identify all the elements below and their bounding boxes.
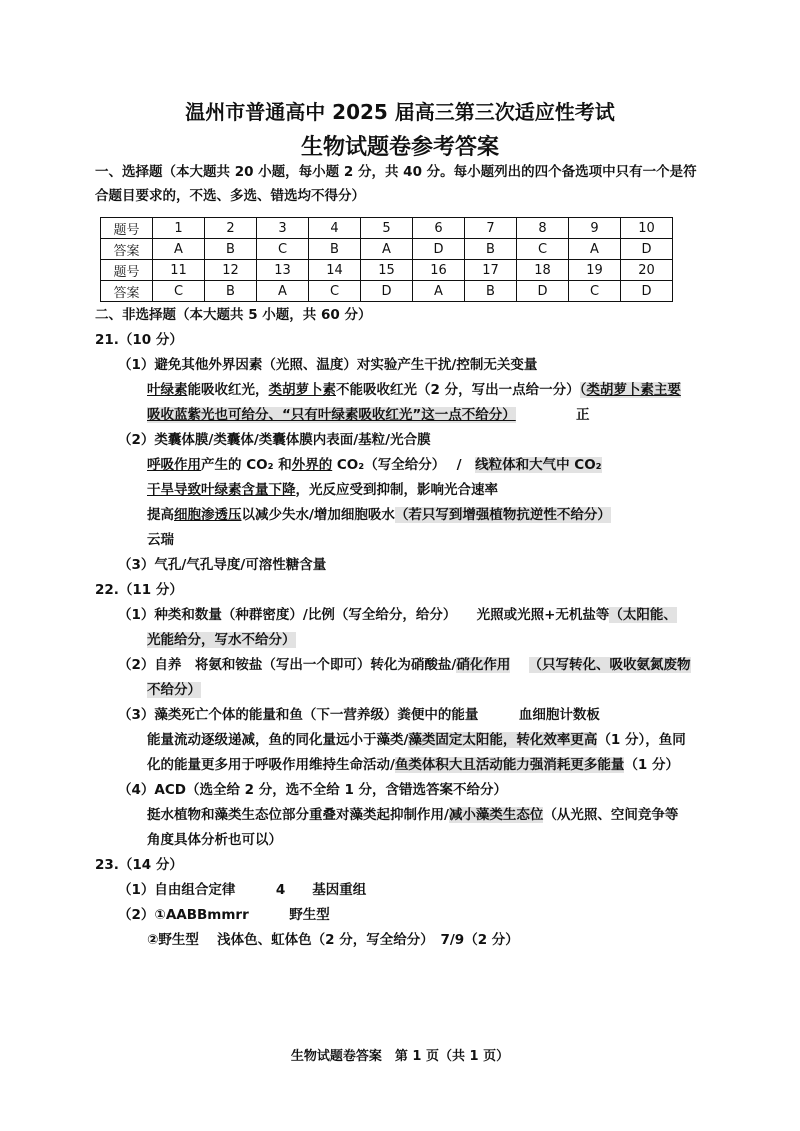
text-segment: 角度具体分析也可以） — [147, 832, 282, 848]
highlighted-text: （太阳能、 — [609, 607, 677, 623]
text-segment: 能量流动逐级递减，鱼的同化量远小于藻类/ — [147, 732, 409, 748]
text-segment: 21.（10 分） — [95, 332, 183, 348]
table-cell: C — [309, 281, 361, 302]
table-cell: 15 — [361, 260, 413, 281]
answer-22-2-line2 — [147, 680, 201, 700]
question-21-heading — [95, 330, 183, 350]
table-cell: B — [309, 239, 361, 260]
text-segment: 以减少失水/增加细胞吸水 — [241, 507, 395, 523]
text-segment: （2）自养 将氨和铵盐（写出一个即可）转化为硝酸盐/ — [118, 657, 457, 673]
answer-21-1 — [118, 355, 537, 375]
table-cell: 10 — [621, 218, 673, 239]
answer-21-2-line5 — [147, 530, 174, 550]
highlighted-text: （若只写到增强植物抗逆性不给分） — [394, 507, 611, 523]
text-segment: 不能吸收红光（2 分，写出一点给一分） — [336, 382, 580, 398]
text-segment: （1）自由组合定律 4 基因重组 — [118, 882, 367, 898]
text-segment: 22.（11 分） — [95, 582, 183, 598]
table-cell: D — [621, 281, 673, 302]
answer-22-3-line2 — [147, 730, 686, 750]
text-segment: （1 分），鱼同 — [597, 732, 686, 748]
text-segment: 化的能量更多用于呼吸作用维持生命活动/ — [147, 757, 395, 773]
document-title: 温州市普通高中 2025 届高三第三次适应性考试 — [185, 100, 615, 124]
text-segment: （3）藻类死亡个体的能量和鱼（下一营养级）粪便中的能量 血细胞计数板 — [118, 707, 600, 723]
section1-instructions — [95, 162, 697, 182]
table-cell: A — [153, 239, 205, 260]
table-cell: 13 — [257, 260, 309, 281]
text-segment: ②野生型 浅体色、虹体色（2 分，写全给分） 7/9（2 分） — [147, 932, 519, 948]
highlighted-text: 不给分） — [147, 682, 201, 698]
table-cell: B — [205, 239, 257, 260]
table-cell: B — [465, 281, 517, 302]
row-header-cell: 题号 — [101, 218, 153, 239]
answer-23-2 — [118, 905, 330, 925]
text-segment — [510, 657, 528, 673]
table-cell: C — [517, 239, 569, 260]
answer-22-3-line3 — [147, 755, 679, 775]
text-segment: 提高 — [147, 507, 174, 523]
question-23-heading — [95, 855, 183, 875]
row-header-cell: 题号 — [101, 260, 153, 281]
answer-21-2-line3 — [147, 480, 498, 500]
table-cell: D — [621, 239, 673, 260]
answer-21-2-line4 — [147, 505, 611, 525]
answer-22-4 — [118, 780, 507, 800]
table-cell: 18 — [517, 260, 569, 281]
table-cell: B — [205, 281, 257, 302]
table-cell: D — [517, 281, 569, 302]
highlighted-text: 线粒体和大气中 CO₂ — [475, 457, 602, 473]
text-segment: 云瑞 — [147, 532, 174, 548]
table-cell: A — [257, 281, 309, 302]
table-cell: 9 — [569, 218, 621, 239]
table-row — [101, 281, 673, 302]
answer-22-4-line2 — [147, 805, 678, 825]
text-segment: （4）ACD（选全给 2 分，选不全给 1 分，含错选答案不给分） — [118, 782, 508, 798]
text-segment: 23.（14 分） — [95, 857, 183, 873]
document-subtitle: 生物试题卷参考答案 — [300, 135, 499, 160]
table-cell: D — [413, 239, 465, 260]
section1-instructions-cont — [95, 186, 365, 206]
answer-21-1-line2 — [147, 380, 681, 400]
table-cell: A — [569, 239, 621, 260]
text-segment: （2）①AABBmmrr 野生型 — [118, 907, 330, 923]
text-segment: 产生的 CO₂ 和 — [201, 457, 292, 473]
table-cell: 4 — [309, 218, 361, 239]
table-cell: 11 — [153, 260, 205, 281]
highlighted-text: 减小藻类生态位 — [448, 807, 544, 823]
text-segment: 二、非选择题（本大题共 5 小题，共 60 分） — [95, 307, 372, 323]
table-cell: 20 — [621, 260, 673, 281]
table-cell: 19 — [569, 260, 621, 281]
question-22-heading — [95, 580, 183, 600]
text-segment: 一、选择题（本大题共 20 小题，每小题 2 分，共 40 分。每小题列出的四个备选项中只有一个是符 — [95, 164, 697, 180]
section2-heading — [95, 305, 371, 325]
table-cell: D — [361, 281, 413, 302]
underlined-text: 细胞渗透压 — [174, 507, 242, 523]
underlined-text: 干旱导致叶绿素含量下降 — [147, 482, 296, 498]
answer-22-1-line2 — [147, 630, 296, 650]
table-cell: C — [569, 281, 621, 302]
table-cell: B — [465, 239, 517, 260]
table-cell: 6 — [413, 218, 465, 239]
table-cell: 5 — [361, 218, 413, 239]
text-segment: 合题目要求的，不选、多选、错选均不得分） — [95, 188, 365, 204]
row-header-cell: 答案 — [101, 239, 153, 260]
highlighted-text: 鱼类体积大且活动能力强消耗更多能量 — [394, 757, 625, 773]
answer-21-2 — [118, 430, 431, 450]
answer-21-1-mark — [576, 405, 590, 425]
table-cell: 17 — [465, 260, 517, 281]
text-segment: （2）类囊体膜/类囊体/类囊体膜内表面/基粒/光合膜 — [118, 432, 431, 448]
highlighted-text: 藻类固定太阳能，转化效率更高 — [408, 732, 598, 748]
table-cell: 16 — [413, 260, 465, 281]
table-cell: 7 — [465, 218, 517, 239]
answer-21-2-line2 — [147, 455, 602, 475]
table-cell: 2 — [205, 218, 257, 239]
text-segment: （1）种类和数量（种群密度）/比例（写全给分，给分） 光照或光照+无机盐等 — [118, 607, 610, 623]
text-segment: （从光照、空间竞争等 — [543, 807, 679, 823]
highlighted-text: 吸收蓝紫光也可给分、“只有叶绿素吸收红光”这一点不给分） — [147, 407, 516, 423]
table-cell: C — [153, 281, 205, 302]
answer-22-4-line3 — [147, 830, 282, 850]
page-footer: 生物试题卷答案 第 1 页（共 1 页） — [290, 1049, 510, 1064]
table-cell: 3 — [257, 218, 309, 239]
underlined-text: 类胡萝卜素 — [268, 382, 336, 398]
underlined-text: 外界的 — [291, 457, 333, 473]
underlined-text: 叶绿素 — [147, 382, 188, 398]
highlighted-text: （ — [579, 382, 587, 398]
text-segment: 挺水植物和藻类生态位部分重叠对藻类起抑制作用/ — [147, 807, 449, 823]
highlighted-text: （只写转化、吸收氨氮废物 — [528, 657, 691, 673]
answer-table — [100, 217, 673, 302]
table-cell: A — [413, 281, 465, 302]
underlined-text: 呼吸作用 — [147, 457, 201, 473]
table-cell: C — [257, 239, 309, 260]
row-header-cell: 答案 — [101, 281, 153, 302]
table-cell: A — [361, 239, 413, 260]
table-row — [101, 260, 673, 281]
answer-22-3 — [118, 705, 600, 725]
text-segment: CO₂（写全给分） / — [332, 457, 476, 473]
highlighted-text: 光能给分，写水不给分） — [147, 632, 296, 648]
table-cell: 8 — [517, 218, 569, 239]
table-cell: 1 — [153, 218, 205, 239]
text-segment: （3）气孔/气孔导度/可溶性糖含量 — [118, 557, 327, 573]
answer-23-1 — [118, 880, 366, 900]
text-segment: ，光反应受到抑制，影响光合速率 — [295, 482, 498, 498]
table-row — [101, 218, 673, 239]
text-segment: （1 分） — [624, 757, 680, 773]
text-segment: 能吸收红光， — [187, 382, 269, 398]
answer-22-1 — [118, 605, 677, 625]
highlighted-text: 硝化作用 — [456, 657, 511, 673]
answer-22-2 — [118, 655, 691, 675]
text-segment: （1）避免其他外界因素（光照、温度）对实验产生干扰/控制无关变量 — [118, 357, 538, 373]
table-cell: 14 — [309, 260, 361, 281]
text-segment: 正 — [576, 407, 590, 423]
answer-21-1-line3 — [147, 405, 516, 425]
table-row — [101, 239, 673, 260]
answer-21-3 — [118, 555, 326, 575]
highlighted-text: 类胡萝卜素主要 — [586, 382, 681, 398]
table-cell: 12 — [205, 260, 257, 281]
answer-23-2-line2 — [147, 930, 519, 950]
